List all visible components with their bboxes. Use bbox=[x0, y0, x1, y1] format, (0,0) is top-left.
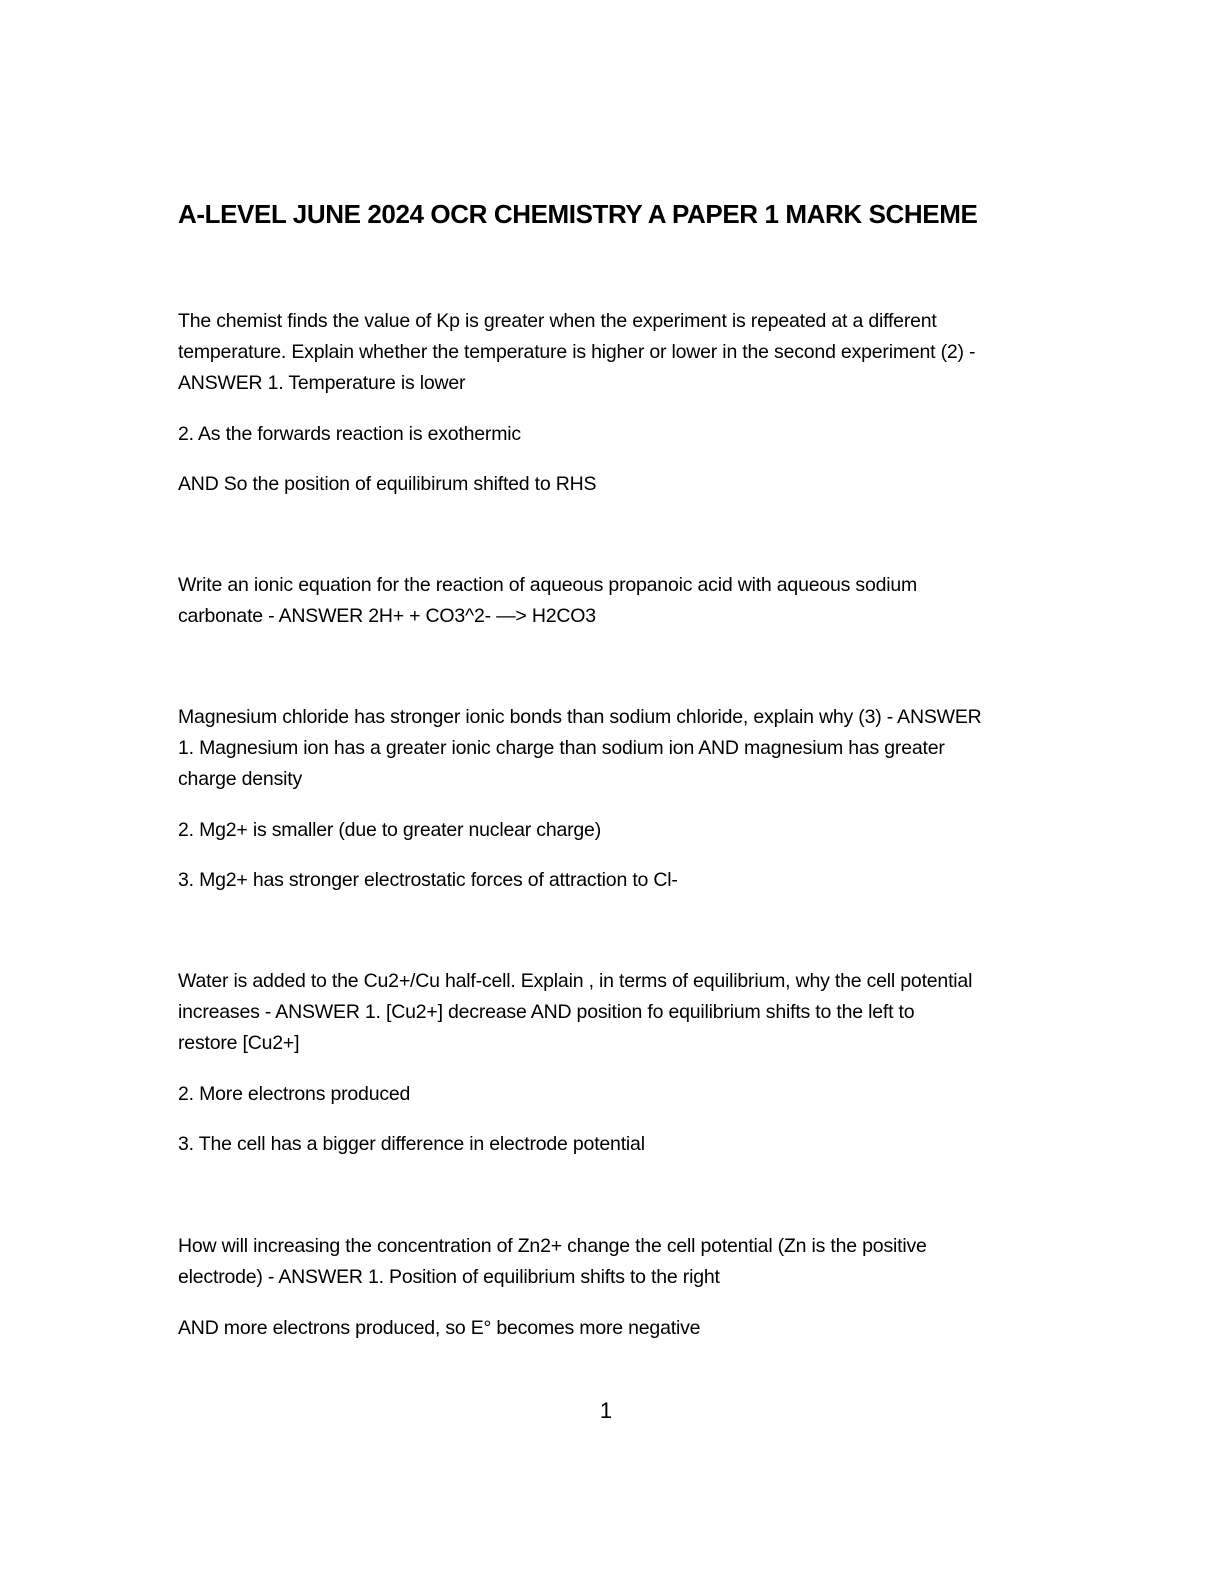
text-line: 2. Mg2+ is smaller (due to greater nuclear charge) bbox=[178, 819, 601, 841]
text-line: AND more electrons produced, so E° becomes more negative bbox=[178, 1317, 701, 1339]
text-line: carbonate - ANSWER 2H+ + CO3^2- —> H2CO3 bbox=[178, 605, 596, 627]
question-3-text bbox=[178, 702, 1048, 795]
text-line: restore [Cu2+] bbox=[178, 1032, 300, 1054]
text-line: Write an ionic equation for the reaction of aqueous propanoic acid with aqueous sodium bbox=[178, 574, 918, 596]
question-3-answer-3 bbox=[178, 865, 1048, 896]
question-5-answer-2 bbox=[178, 1313, 1048, 1344]
text-line: 3. The cell has a bigger difference in electrode potential bbox=[178, 1133, 645, 1155]
question-3-answer-2 bbox=[178, 815, 1048, 846]
text-line: Magnesium chloride has stronger ionic bonds than sodium chloride, explain why (3) - ANSWER bbox=[178, 706, 982, 728]
text-line: 2. More electrons produced bbox=[178, 1083, 411, 1105]
question-1-answer-3 bbox=[178, 469, 1048, 500]
text-line: ANSWER 1. Temperature is lower bbox=[178, 372, 466, 394]
page-number: 1 bbox=[599, 1398, 613, 1423]
text-line: 1. Magnesium ion has a greater ionic charge than sodium ion AND magnesium has greater bbox=[178, 737, 945, 759]
question-4-answer-2 bbox=[178, 1079, 1048, 1110]
text-line: How will increasing the concentration of Zn2+ change the cell potential (Zn is the positive bbox=[178, 1235, 927, 1257]
text-line: increases - ANSWER 1. [Cu2+] decrease AND position fo equilibrium shifts to the left to bbox=[178, 1001, 915, 1023]
document-title: A-LEVEL JUNE 2024 OCR CHEMISTRY A PAPER 1 MARK SCHEME bbox=[178, 199, 978, 229]
text-line: The chemist finds the value of Kp is greater when the experiment is repeated at a different bbox=[178, 310, 937, 332]
question-1-answer-2 bbox=[178, 419, 1048, 450]
question-5-text bbox=[178, 1231, 1048, 1293]
text-line: charge density bbox=[178, 768, 303, 790]
text-line: electrode) - ANSWER 1. Position of equilibrium shifts to the right bbox=[178, 1266, 720, 1288]
question-2-text bbox=[178, 570, 1048, 632]
text-line: temperature. Explain whether the temperature is higher or lower in the second experiment (2) - bbox=[178, 341, 976, 363]
text-line: AND So the position of equilibirum shifted to RHS bbox=[178, 473, 597, 495]
text-line: Water is added to the Cu2+/Cu half-cell. Explain , in terms of equilibrium, why the cell potential bbox=[178, 970, 973, 992]
text-line: 2. As the forwards reaction is exothermic bbox=[178, 423, 521, 445]
question-1-text bbox=[178, 306, 1048, 399]
text-line: 3. Mg2+ has stronger electrostatic forces of attraction to Cl- bbox=[178, 869, 678, 891]
question-4-text bbox=[178, 966, 1048, 1059]
question-4-answer-3 bbox=[178, 1129, 1048, 1160]
